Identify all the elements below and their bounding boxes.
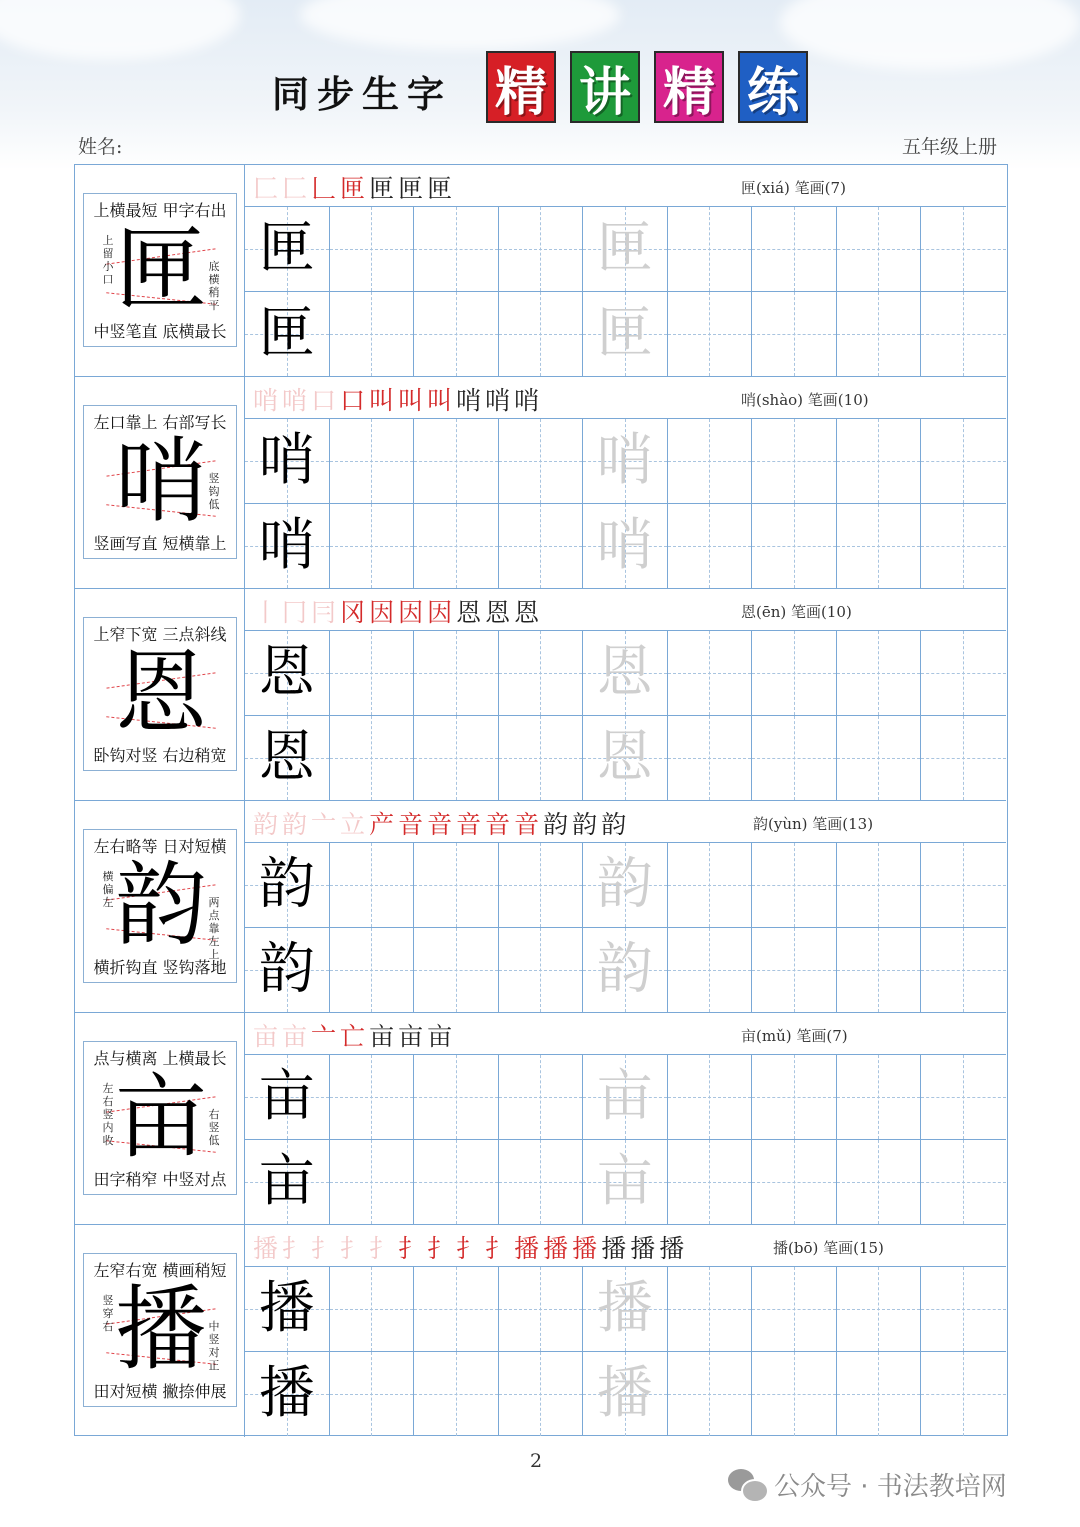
page-number: 2	[530, 1450, 543, 1472]
stroke-step: 音	[485, 810, 515, 839]
model-cell	[245, 928, 330, 1013]
trace-glyph: 亩	[596, 1064, 653, 1129]
stroke-step: 扌	[311, 1234, 341, 1263]
model-glyph: 播	[258, 1360, 315, 1426]
stroke-step: 播	[601, 1234, 631, 1263]
writing-cell[interactable]	[330, 1055, 415, 1140]
writing-cell[interactable]	[499, 1055, 584, 1140]
writing-cell[interactable]	[499, 928, 584, 1013]
stroke-order-strip	[245, 1013, 1006, 1055]
writing-cell[interactable]	[330, 419, 415, 504]
pinyin-stroke-info: 韵(yùn) 笔画(13)	[753, 815, 874, 833]
stroke-step: 播	[630, 1234, 660, 1263]
stroke-step: 播	[543, 1234, 573, 1263]
model-cell	[245, 843, 330, 928]
writing-cell[interactable]	[499, 1352, 584, 1437]
tip-bottom: 卧钩对竖 右边稍宽	[93, 746, 227, 765]
writing-cell[interactable]	[837, 1055, 922, 1140]
writing-cell[interactable]	[837, 716, 922, 801]
practice-grid	[245, 631, 1006, 800]
writing-cell[interactable]	[837, 207, 922, 292]
pinyin-stroke-info: 恩(ēn) 笔画(10)	[741, 603, 852, 621]
writing-cell[interactable]	[414, 928, 499, 1013]
cloud-decoration	[300, 0, 620, 50]
writing-cell[interactable]	[921, 843, 1006, 928]
trace-cell[interactable]	[583, 1267, 668, 1352]
writing-cell[interactable]	[921, 631, 1006, 716]
note-left: 上留小口	[102, 234, 114, 286]
stroke-step: 扌	[369, 1234, 399, 1263]
stroke-step: 恩	[485, 598, 515, 627]
writing-cell[interactable]	[752, 207, 837, 292]
structure-card	[83, 1253, 237, 1407]
stroke-step: 恩	[514, 598, 544, 627]
structure-card	[83, 405, 237, 559]
page-title: 同步生字	[272, 73, 452, 116]
writing-cell[interactable]	[752, 419, 837, 504]
stroke-step: 扌	[456, 1234, 486, 1263]
writing-cell[interactable]	[668, 1267, 753, 1352]
stroke-order-strip	[245, 589, 1006, 631]
stroke-step: 冃	[311, 598, 341, 627]
model-character: 哨	[114, 428, 207, 535]
model-glyph: 韵	[258, 852, 315, 917]
writing-cell[interactable]	[414, 207, 499, 292]
stroke-step: 韵	[572, 810, 602, 839]
model-cell	[245, 1055, 330, 1140]
stroke-step: 亠	[311, 1022, 341, 1051]
stroke-step: 播	[659, 1234, 689, 1263]
character-row	[75, 589, 1006, 801]
stroke-step: 韵	[601, 810, 631, 839]
stroke-step: 扌	[340, 1234, 370, 1263]
trace-cell[interactable]	[583, 716, 668, 801]
stroke-sequence	[253, 381, 543, 417]
writing-cell[interactable]	[752, 292, 837, 377]
model-glyph: 韵	[258, 936, 315, 1002]
stroke-step: 扌	[398, 1234, 428, 1263]
trace-glyph: 恩	[596, 640, 653, 705]
writing-cell[interactable]	[330, 843, 415, 928]
writing-cell[interactable]	[921, 504, 1006, 589]
writing-cell[interactable]	[921, 1352, 1006, 1437]
writing-cell[interactable]	[499, 292, 584, 377]
writing-cell[interactable]	[330, 631, 415, 716]
note-right: 底横稍平	[208, 260, 220, 312]
stroke-step: 哨	[253, 386, 283, 415]
model-glyph: 哨	[258, 512, 315, 578]
structure-panel	[75, 165, 245, 376]
writing-cell[interactable]	[414, 1055, 499, 1140]
wechat-icon	[728, 1469, 766, 1501]
writing-cell[interactable]	[330, 504, 415, 589]
writing-cell[interactable]	[837, 928, 922, 1013]
structure-panel	[75, 801, 245, 1012]
stroke-step: 扌	[282, 1234, 312, 1263]
writing-cell[interactable]	[668, 716, 753, 801]
stroke-step: 哨	[485, 386, 515, 415]
stroke-step: 哨	[456, 386, 486, 415]
stroke-step: 亩	[253, 1022, 283, 1051]
writing-cell[interactable]	[668, 1352, 753, 1437]
writing-cell[interactable]	[837, 504, 922, 589]
stroke-step: 扌	[485, 1234, 515, 1263]
model-cell	[245, 292, 330, 377]
stroke-step: 叫	[398, 386, 428, 415]
stroke-step: 哨	[282, 386, 312, 415]
writing-cell[interactable]	[752, 1267, 837, 1352]
trace-glyph: 哨	[596, 512, 653, 578]
writing-cell[interactable]	[499, 504, 584, 589]
note-right: 竖钩低	[208, 472, 220, 511]
trace-glyph: 匣	[596, 216, 653, 281]
note-left: 横偏左	[102, 870, 114, 909]
writing-cell[interactable]	[499, 716, 584, 801]
writing-cell[interactable]	[499, 843, 584, 928]
trace-glyph: 哨	[596, 428, 653, 493]
trace-cell[interactable]	[583, 504, 668, 589]
title-box: 精	[654, 51, 724, 123]
writing-cell[interactable]	[330, 716, 415, 801]
writing-cell[interactable]	[330, 292, 415, 377]
stroke-sequence	[253, 1229, 688, 1265]
writing-cell[interactable]	[499, 1140, 584, 1225]
stroke-step: 亠	[311, 810, 341, 839]
writing-cell[interactable]	[414, 843, 499, 928]
model-glyph: 亩	[258, 1148, 315, 1214]
writing-cell[interactable]	[499, 207, 584, 292]
stroke-step: 亡	[340, 1022, 370, 1051]
practice-grid	[245, 1055, 1006, 1224]
stroke-step: 亩	[427, 1022, 457, 1051]
writing-cell[interactable]	[837, 1267, 922, 1352]
writing-cell[interactable]	[668, 843, 753, 928]
stroke-step: 音	[398, 810, 428, 839]
writing-cell[interactable]	[414, 631, 499, 716]
model-cell	[245, 716, 330, 801]
pinyin-stroke-info: 播(bō) 笔画(15)	[773, 1239, 884, 1257]
cloud-decoration	[0, 0, 240, 60]
writing-cell[interactable]	[921, 928, 1006, 1013]
writing-cell[interactable]	[414, 504, 499, 589]
trace-cell[interactable]	[583, 631, 668, 716]
writing-cell[interactable]	[668, 1055, 753, 1140]
writing-cell[interactable]	[837, 843, 922, 928]
writing-cell[interactable]	[921, 716, 1006, 801]
writing-cell[interactable]	[921, 419, 1006, 504]
model-character: 亩	[114, 1064, 207, 1171]
tip-top: 左右略等 日对短横	[93, 837, 227, 856]
model-cell	[245, 504, 330, 589]
stroke-step: 叫	[369, 386, 399, 415]
stroke-step: 冂	[282, 598, 312, 627]
name-label: 姓名:	[78, 136, 123, 158]
writing-cell[interactable]	[752, 1055, 837, 1140]
pinyin-stroke-info: 亩(mǔ) 笔画(7)	[741, 1027, 848, 1045]
structure-card	[83, 193, 237, 347]
tip-top: 点与横离 上横最长	[93, 1049, 227, 1068]
writing-cell[interactable]	[330, 928, 415, 1013]
trace-glyph: 亩	[596, 1148, 653, 1214]
stroke-step: 匣	[340, 174, 370, 203]
writing-cell[interactable]	[921, 1140, 1006, 1225]
stroke-step: 韵	[543, 810, 573, 839]
stroke-step: 匚	[253, 174, 283, 203]
trace-glyph: 恩	[596, 724, 653, 790]
stroke-step: 𠃊	[311, 174, 341, 203]
writing-cell[interactable]	[752, 716, 837, 801]
trace-cell[interactable]	[583, 843, 668, 928]
stroke-order-strip	[245, 801, 1006, 843]
writing-cell[interactable]	[414, 1140, 499, 1225]
tip-top: 上横最短 甲字右出	[93, 201, 227, 220]
writing-cell[interactable]	[921, 1267, 1006, 1352]
stroke-step: 音	[514, 810, 544, 839]
writing-cell[interactable]	[330, 1267, 415, 1352]
model-cell	[245, 1267, 330, 1352]
model-character: 恩	[114, 640, 207, 747]
trace-cell[interactable]	[583, 1140, 668, 1225]
stroke-step: 恩	[456, 598, 486, 627]
trace-glyph: 播	[596, 1360, 653, 1426]
structure-panel	[75, 589, 245, 800]
practice-sheet	[74, 164, 1008, 1436]
stroke-step: 亩	[369, 1022, 399, 1051]
stroke-step: 亩	[398, 1022, 428, 1051]
model-cell	[245, 1140, 330, 1225]
tip-bottom: 中竖笔直 底横最长	[93, 322, 227, 341]
writing-cell[interactable]	[330, 207, 415, 292]
stroke-step: 叫	[427, 386, 457, 415]
stroke-step: 因	[427, 598, 457, 627]
writing-cell[interactable]	[921, 207, 1006, 292]
stroke-step: 匣	[398, 174, 428, 203]
stroke-step: 匚	[282, 174, 312, 203]
note-right: 两点靠左上	[208, 896, 220, 961]
cloud-decoration	[780, 0, 1080, 70]
writing-cell[interactable]	[668, 928, 753, 1013]
model-glyph: 恩	[258, 640, 315, 705]
structure-panel	[75, 1013, 245, 1224]
writing-cell[interactable]	[921, 1055, 1006, 1140]
practice-grid	[245, 207, 1006, 376]
stroke-step: 匣	[369, 174, 399, 203]
model-glyph: 哨	[258, 428, 315, 493]
watermark-text: 公众号 · 书法教培网	[774, 1472, 1007, 1502]
writing-cell[interactable]	[752, 1140, 837, 1225]
model-character: 匣	[114, 216, 207, 323]
writing-cell[interactable]	[837, 1140, 922, 1225]
trace-glyph: 韵	[596, 936, 653, 1002]
stroke-step: 韵	[253, 810, 283, 839]
pinyin-stroke-info: 匣(xiá) 笔画(7)	[741, 179, 846, 197]
stroke-step: 音	[427, 810, 457, 839]
character-row	[75, 1225, 1006, 1437]
stroke-sequence	[253, 593, 543, 629]
stroke-step: 口	[340, 386, 370, 415]
model-glyph: 匣	[258, 300, 315, 366]
writing-cell[interactable]	[752, 928, 837, 1013]
tip-bottom: 横折钩直 竖钩落地	[93, 958, 227, 977]
tip-top: 左窄右宽 横画稍短	[93, 1261, 227, 1280]
stroke-step: 亩	[282, 1022, 312, 1051]
trace-glyph: 匣	[596, 300, 653, 366]
stroke-sequence	[253, 1017, 456, 1053]
tip-top: 上窄下宽 三点斜线	[93, 625, 227, 644]
stroke-step: 匣	[427, 174, 457, 203]
stroke-step: 因	[398, 598, 428, 627]
stroke-step: 播	[514, 1234, 544, 1263]
trace-glyph: 播	[596, 1276, 653, 1341]
character-row	[75, 1013, 1006, 1225]
stroke-step: 口	[311, 386, 341, 415]
stroke-step: 扌	[427, 1234, 457, 1263]
practice-grid	[245, 1267, 1006, 1436]
note-left: 左右竖内收	[102, 1082, 114, 1147]
trace-cell[interactable]	[583, 419, 668, 504]
stroke-step: 播	[572, 1234, 602, 1263]
writing-cell[interactable]	[414, 292, 499, 377]
stroke-step: 丨	[253, 598, 283, 627]
writing-cell[interactable]	[330, 1140, 415, 1225]
writing-cell[interactable]	[499, 1267, 584, 1352]
model-cell	[245, 207, 330, 292]
stroke-step: 韵	[282, 810, 312, 839]
stroke-step: 音	[456, 810, 486, 839]
tip-bottom: 田字稍窄 中竖对点	[93, 1170, 227, 1189]
stroke-step: 哨	[514, 386, 544, 415]
structure-card	[83, 1041, 237, 1195]
note-right: 右竖低	[208, 1108, 220, 1147]
grade-label: 五年级上册	[902, 136, 998, 158]
tip-top: 左口靠上 右部写长	[93, 413, 227, 432]
trace-cell[interactable]	[583, 1352, 668, 1437]
stroke-step: 冈	[340, 598, 370, 627]
stroke-order-strip	[245, 1225, 1006, 1267]
note-right: 中竖对正	[208, 1320, 220, 1372]
practice-grid	[245, 843, 1006, 1012]
title-box: 精	[486, 51, 556, 123]
structure-card	[83, 829, 237, 983]
writing-cell[interactable]	[752, 843, 837, 928]
model-character: 播	[114, 1276, 207, 1383]
structure-panel	[75, 377, 245, 588]
writing-cell[interactable]	[668, 1140, 753, 1225]
writing-cell[interactable]	[499, 419, 584, 504]
title-box: 练	[738, 51, 808, 123]
writing-cell[interactable]	[668, 419, 753, 504]
stroke-step: 因	[369, 598, 399, 627]
stroke-sequence	[253, 169, 456, 205]
stroke-order-strip	[245, 165, 1006, 207]
writing-cell[interactable]	[837, 631, 922, 716]
character-row	[75, 165, 1006, 377]
model-cell	[245, 419, 330, 504]
writing-cell[interactable]	[668, 631, 753, 716]
model-glyph: 匣	[258, 216, 315, 281]
practice-grid	[245, 419, 1006, 588]
stroke-step: 立	[340, 810, 370, 839]
writing-cell[interactable]	[414, 716, 499, 801]
trace-cell[interactable]	[583, 292, 668, 377]
writing-cell[interactable]	[752, 631, 837, 716]
pinyin-stroke-info: 哨(shào) 笔画(10)	[741, 391, 869, 409]
watermark	[728, 1466, 1007, 1503]
writing-cell[interactable]	[837, 419, 922, 504]
tip-bottom: 竖画写直 短横靠上	[93, 534, 227, 553]
title-box: 讲	[570, 51, 640, 123]
writing-cell[interactable]	[414, 419, 499, 504]
tip-bottom: 田对短横 撇捺伸展	[93, 1382, 227, 1401]
model-cell	[245, 631, 330, 716]
note-left: 竖穿右	[102, 1294, 114, 1333]
model-glyph: 恩	[258, 724, 315, 790]
character-row	[75, 801, 1006, 1013]
writing-cell[interactable]	[837, 1352, 922, 1437]
writing-cell[interactable]	[668, 292, 753, 377]
trace-cell[interactable]	[583, 1055, 668, 1140]
trace-cell[interactable]	[583, 928, 668, 1013]
structure-card	[83, 617, 237, 771]
writing-cell[interactable]	[752, 1352, 837, 1437]
model-cell	[245, 1352, 330, 1437]
trace-glyph: 韵	[596, 852, 653, 917]
writing-cell[interactable]	[921, 292, 1006, 377]
stroke-order-strip	[245, 377, 1006, 419]
stroke-step: 播	[253, 1234, 283, 1263]
writing-cell[interactable]	[837, 292, 922, 377]
trace-cell[interactable]	[583, 207, 668, 292]
stroke-step: 产	[369, 810, 399, 839]
writing-cell[interactable]	[668, 207, 753, 292]
writing-cell[interactable]	[499, 631, 584, 716]
writing-cell[interactable]	[330, 1352, 415, 1437]
model-glyph: 亩	[258, 1064, 315, 1129]
stroke-sequence	[253, 805, 630, 841]
writing-cell[interactable]	[414, 1267, 499, 1352]
writing-cell[interactable]	[414, 1352, 499, 1437]
model-glyph: 播	[258, 1276, 315, 1341]
character-row	[75, 377, 1006, 589]
structure-panel	[75, 1225, 245, 1437]
writing-cell[interactable]	[668, 504, 753, 589]
model-character: 韵	[114, 852, 207, 959]
writing-cell[interactable]	[752, 504, 837, 589]
